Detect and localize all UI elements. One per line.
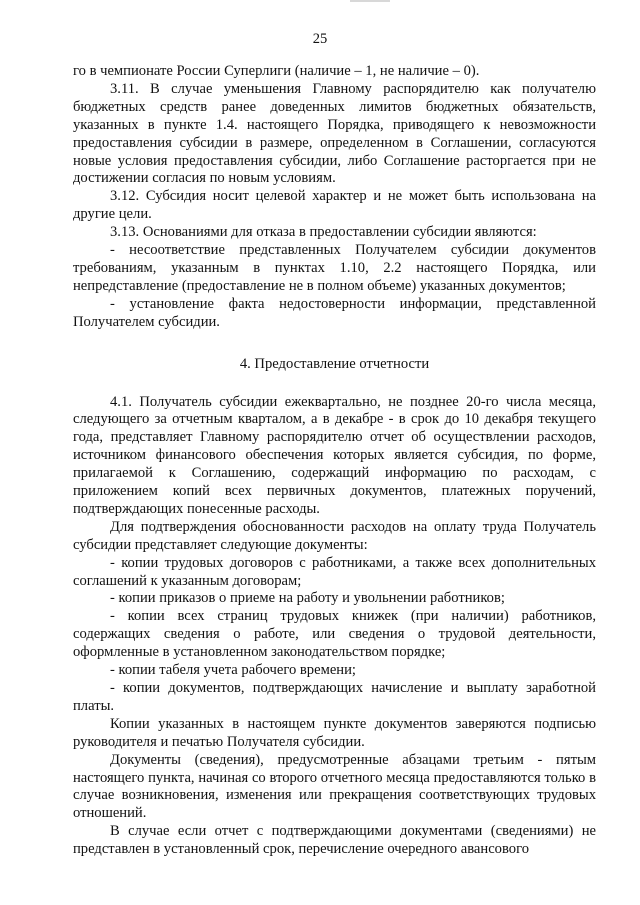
paragraph-certification: Копии указанных в настоящем пункте документов заверяются подписью руководителя и печатью Получателя субсидии.	[73, 715, 596, 750]
list-item-doc-2: - копии приказов о приеме на работу и увольнении работников;	[110, 590, 505, 607]
paragraph-3-13: 3.13. Основаниями для отказа в предоставлении субсидии являются:	[110, 224, 537, 241]
paragraph-3-12: 3.12. Субсидия носит целевой характер и не может быть использована на другие цели.	[73, 188, 596, 223]
list-item-refusal-2: - установление факта недостоверности информации, представленной Получателем субсидии.	[73, 295, 596, 330]
page-number: 25	[312, 31, 328, 47]
list-item-refusal-1: - несоответствие представленных Получателем субсидии документов требованиям, указанным в пунктах 1.10, 2.2 настоящего Порядка, или непредставление (предоставление не в полном объеме) указанных документов;	[73, 242, 596, 294]
list-item-doc-1: - копии трудовых договоров с работниками, а также всех дополнительных соглашений к указанным договорам;	[73, 554, 596, 589]
document-body	[73, 63, 596, 859]
paragraph-labor-costs: Для подтверждения обоснованности расходов на оплату труда Получатель субсидии представляет следующие документы:	[73, 518, 596, 553]
paragraph-4-1: 4.1. Получатель субсидии ежеквартально, не позднее 20-го числа месяца, следующего за отчетным кварталом, а в декабре - в срок до 10 декабря текущего года, представляет Главному распорядителю отчет об осуществлении расходов, источником финансового обеспечения которых является субсидия, по форме, прилагаемой к Соглашению, содержащий информацию по расходам, с приложением копий всех первичных документов, платежных поручений, подтверждающих понесенные расходы.	[73, 393, 596, 517]
section-title: 4. Предоставление отчетности	[239, 355, 430, 372]
scan-mark	[350, 0, 390, 2]
list-item-doc-4: - копии табеля учета рабочего времени;	[110, 662, 356, 679]
list-item-doc-3: - копии всех страниц трудовых книжек (при наличии) работников, содержащих сведения о работе, или сведения о трудовой деятельности, оформленные в установленном законодательством порядке;	[73, 608, 596, 661]
paragraph-late-report: В случае если отчет с подтверждающими документами (сведениями) не представлен в установленный срок, перечисление очередного авансового	[73, 823, 596, 858]
paragraph-3-11: 3.11. В случае уменьшения Главному распорядителю как получателю бюджетных средств ранее доведенных лимитов бюджетных обязательств, указанных в пункте 1.4. настоящего Порядка, приводящего к невозможности предоставления субсидии в размере, определенном в Соглашении, согласуются новые условия предоставления субсидии, либо Соглашение расторгается при не достижении согласия по новым условиям.	[73, 80, 596, 187]
paragraph-documents-info: Документы (сведения), предусмотренные абзацами третьим - пятым настоящего пункта, начиная со второго отчетного месяца предоставляются только в случае возникновения, изменения или прекращения соответствующих трудовых отношений.	[73, 751, 596, 822]
list-item-doc-5: - копии документов, подтверждающих начисление и выплату заработной платы.	[73, 680, 596, 714]
paragraph-continuation: го в чемпионате России Суперлиги (наличие – 1, не наличие – 0).	[73, 63, 480, 79]
